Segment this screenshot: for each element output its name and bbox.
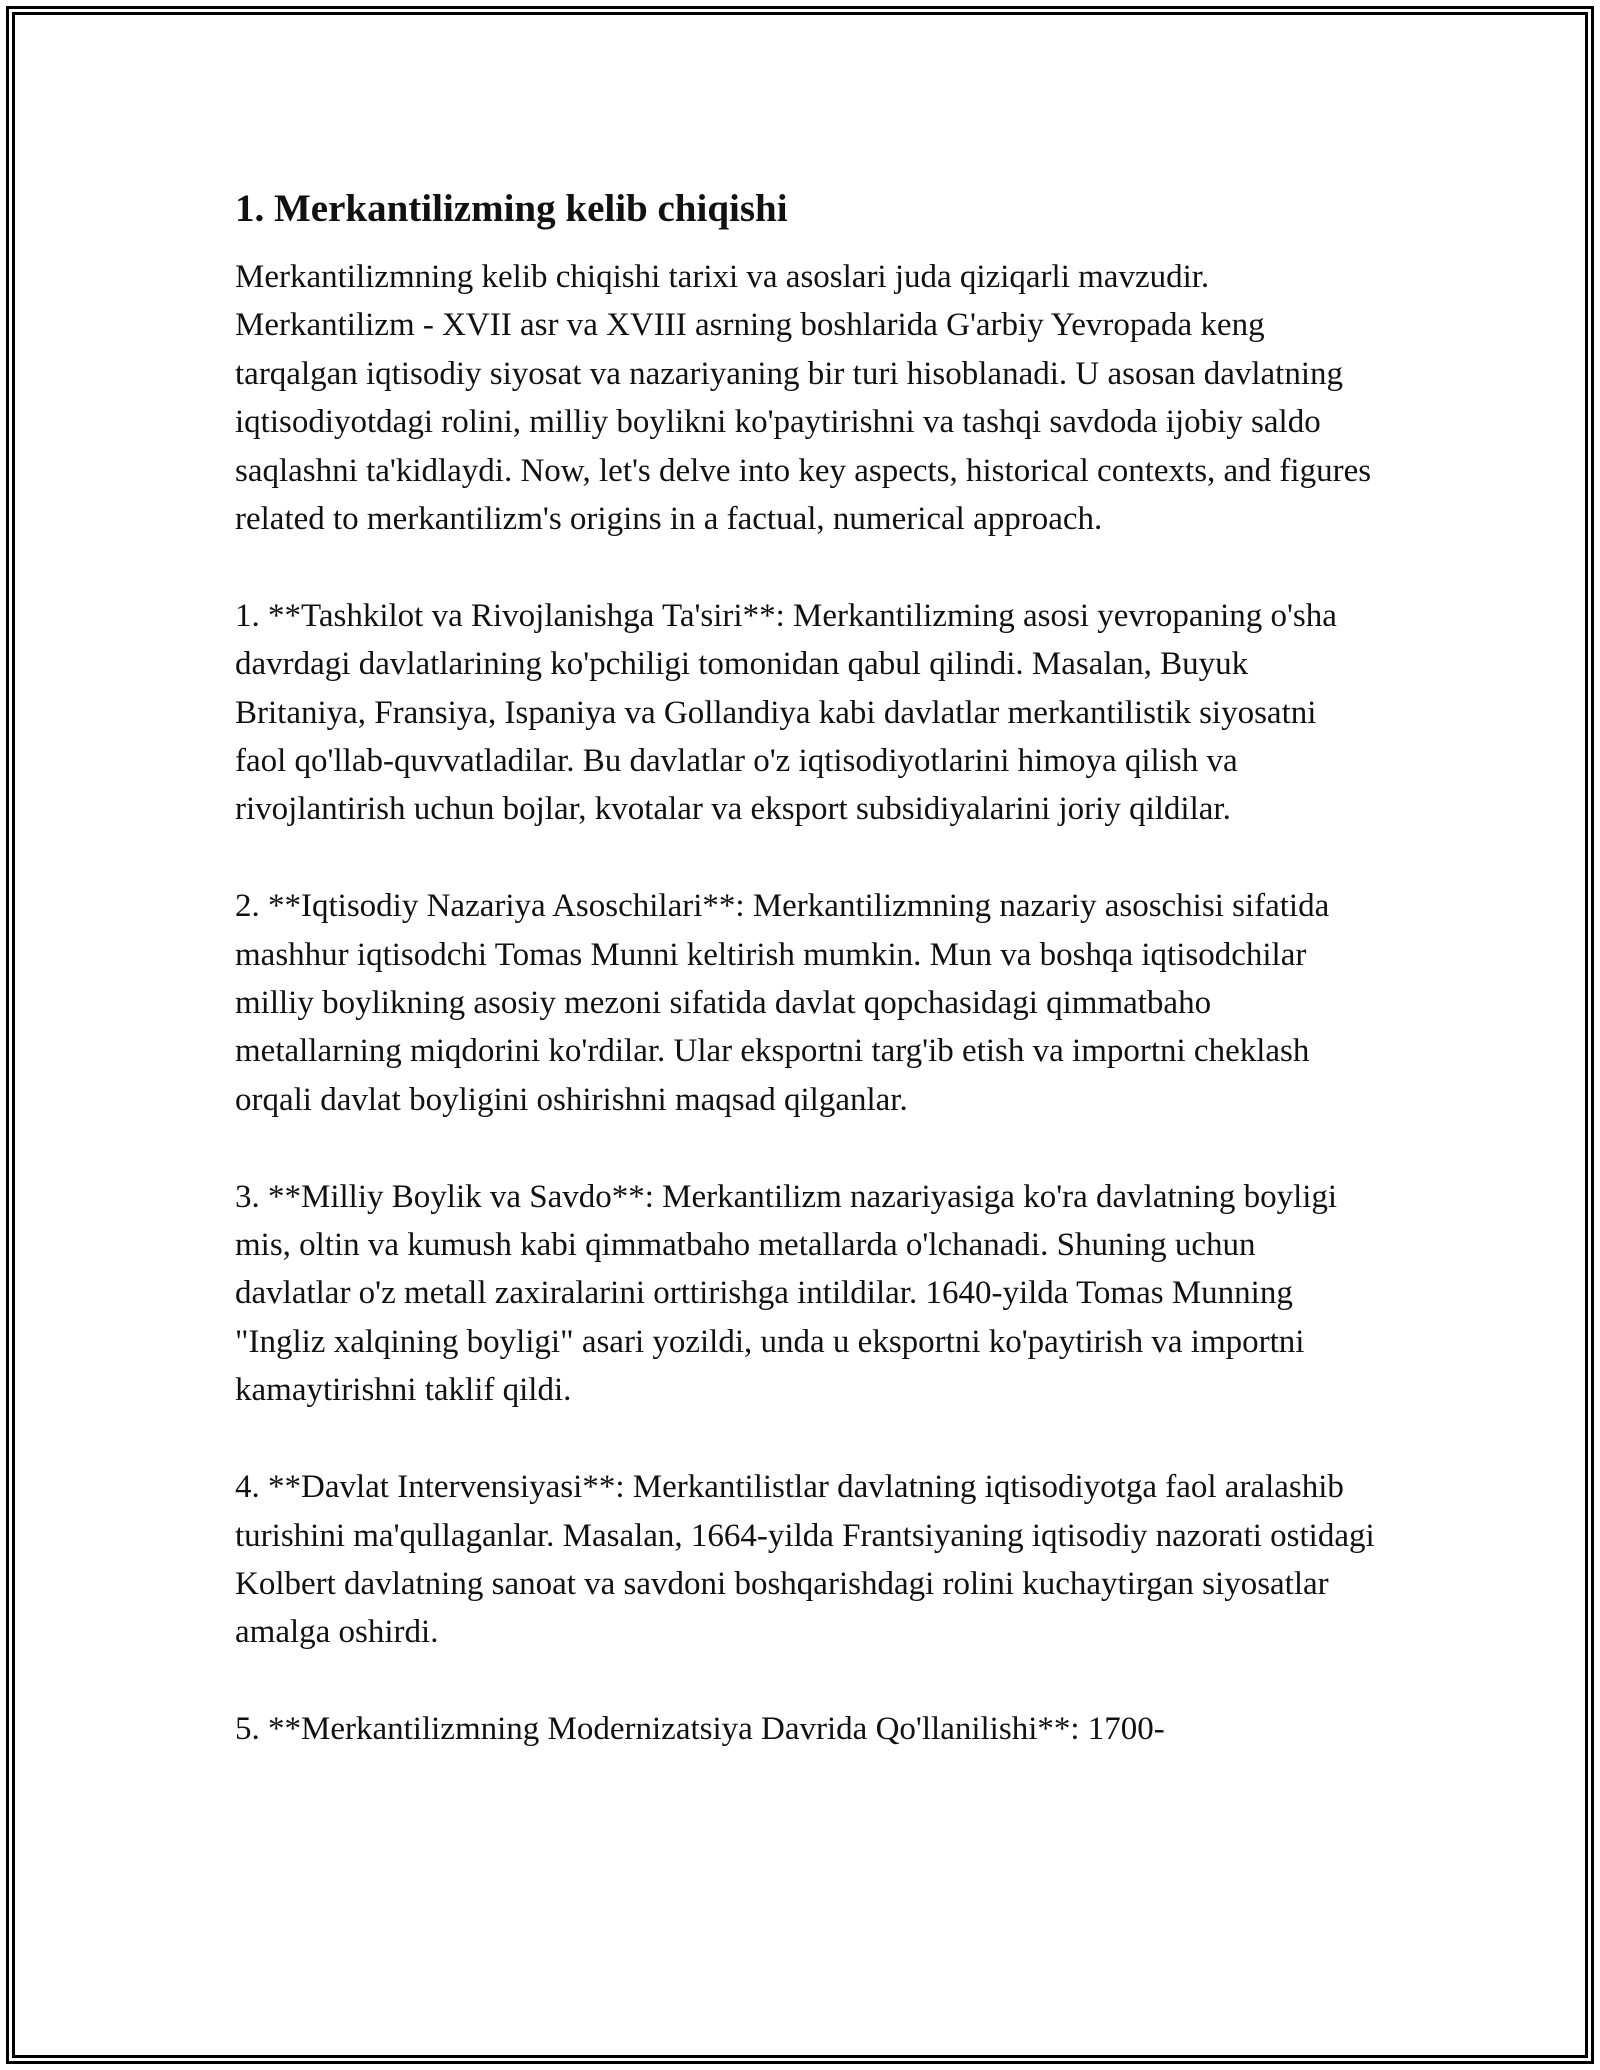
- point-1-paragraph: 1. **Tashkilot va Rivojlanishga Ta'siri**: Merkantilizming asosi yevropaning o'sha davrdagi davlatlarining ko'pchiligi tomonidan qabul qilindi. Masalan, Buyuk Britaniya, Fransiya, Ispaniya va Gollandiya kabi davlatlar merkantilistik siyosatni faol qo'llab-quvvatladilar. Bu davlatlar o'z iqtisodiyotlarini himoya qilish va rivojlantirish uchun bojlar, kvotalar va eksport subsidiyalarini joriy qildilar.: [235, 597, 1337, 828]
- point-5-paragraph: 5. **Merkantilizmning Modernizatsiya Davrida Qo'llanilishi**: 1700-: [235, 1711, 1165, 1748]
- document-body: [235, 185, 1375, 1754]
- section-heading: 1. Merkantilizming kelib chiqishi: [235, 187, 788, 230]
- intro-paragraph: Merkantilizmning kelib chiqishi tarixi va asoslari juda qiziqarli mavzudir. Merkantilizm - XVII asr va XVIII asrning boshlarida G'arbiy Yevropada keng tarqalgan iqtisodiy siyosat va nazariyaning bir turi hisoblanadi. U asosan davlatning iqtisodiyotdagi rolini, milliy boylikni ko'paytirishni va tashqi savdoda ijobiy saldo saqlashni ta'kidlaydi. Now, let's delve into key aspects, historical contexts, and figures related to merkantilizm's origins in a factual, numerical approach.: [235, 259, 1372, 538]
- point-3-paragraph: 3. **Milliy Boylik va Savdo**: Merkantilizm nazariyasiga ko'ra davlatning boyligi mis, oltin va kumush kabi qimmatbaho metallarda o'lchanadi. Shuning uchun davlatlar o'z metall zaxiralarini orttirishga intildilar. 1640-yilda Tomas Munning "Ingliz xalqining boyligi" asari yozildi, unda u eksportni ko'paytirish va importni kamaytirishni taklif qildi.: [235, 1178, 1338, 1409]
- point-2-paragraph: 2. **Iqtisodiy Nazariya Asoschilari**: Merkantilizmning nazariy asoschisi sifatida mashhur iqtisodchi Tomas Munni keltirish mumkin. Mun va boshqa iqtisodchilar milliy boylikning asosiy mezoni sifatida davlat qopchasidagi qimmatbaho metallarning miqdorini ko'rdilar. Ular eksportni targ'ib etish va importni cheklash orqali davlat boyligini oshirishni maqsad qilganlar.: [235, 888, 1330, 1118]
- point-4-paragraph: 4. **Davlat Intervensiyasi**: Merkantilistlar davlatning iqtisodiyotga faol aralashib turishini ma'qullaganlar. Masalan, 1664-yilda Frantsiyaning iqtisodiy nazorati ostidagi Kolbert davlatning sanoat va savdoni boshqarishdagi rolini kuchaytirgan siyosatlar amalga oshirdi.: [235, 1469, 1375, 1651]
